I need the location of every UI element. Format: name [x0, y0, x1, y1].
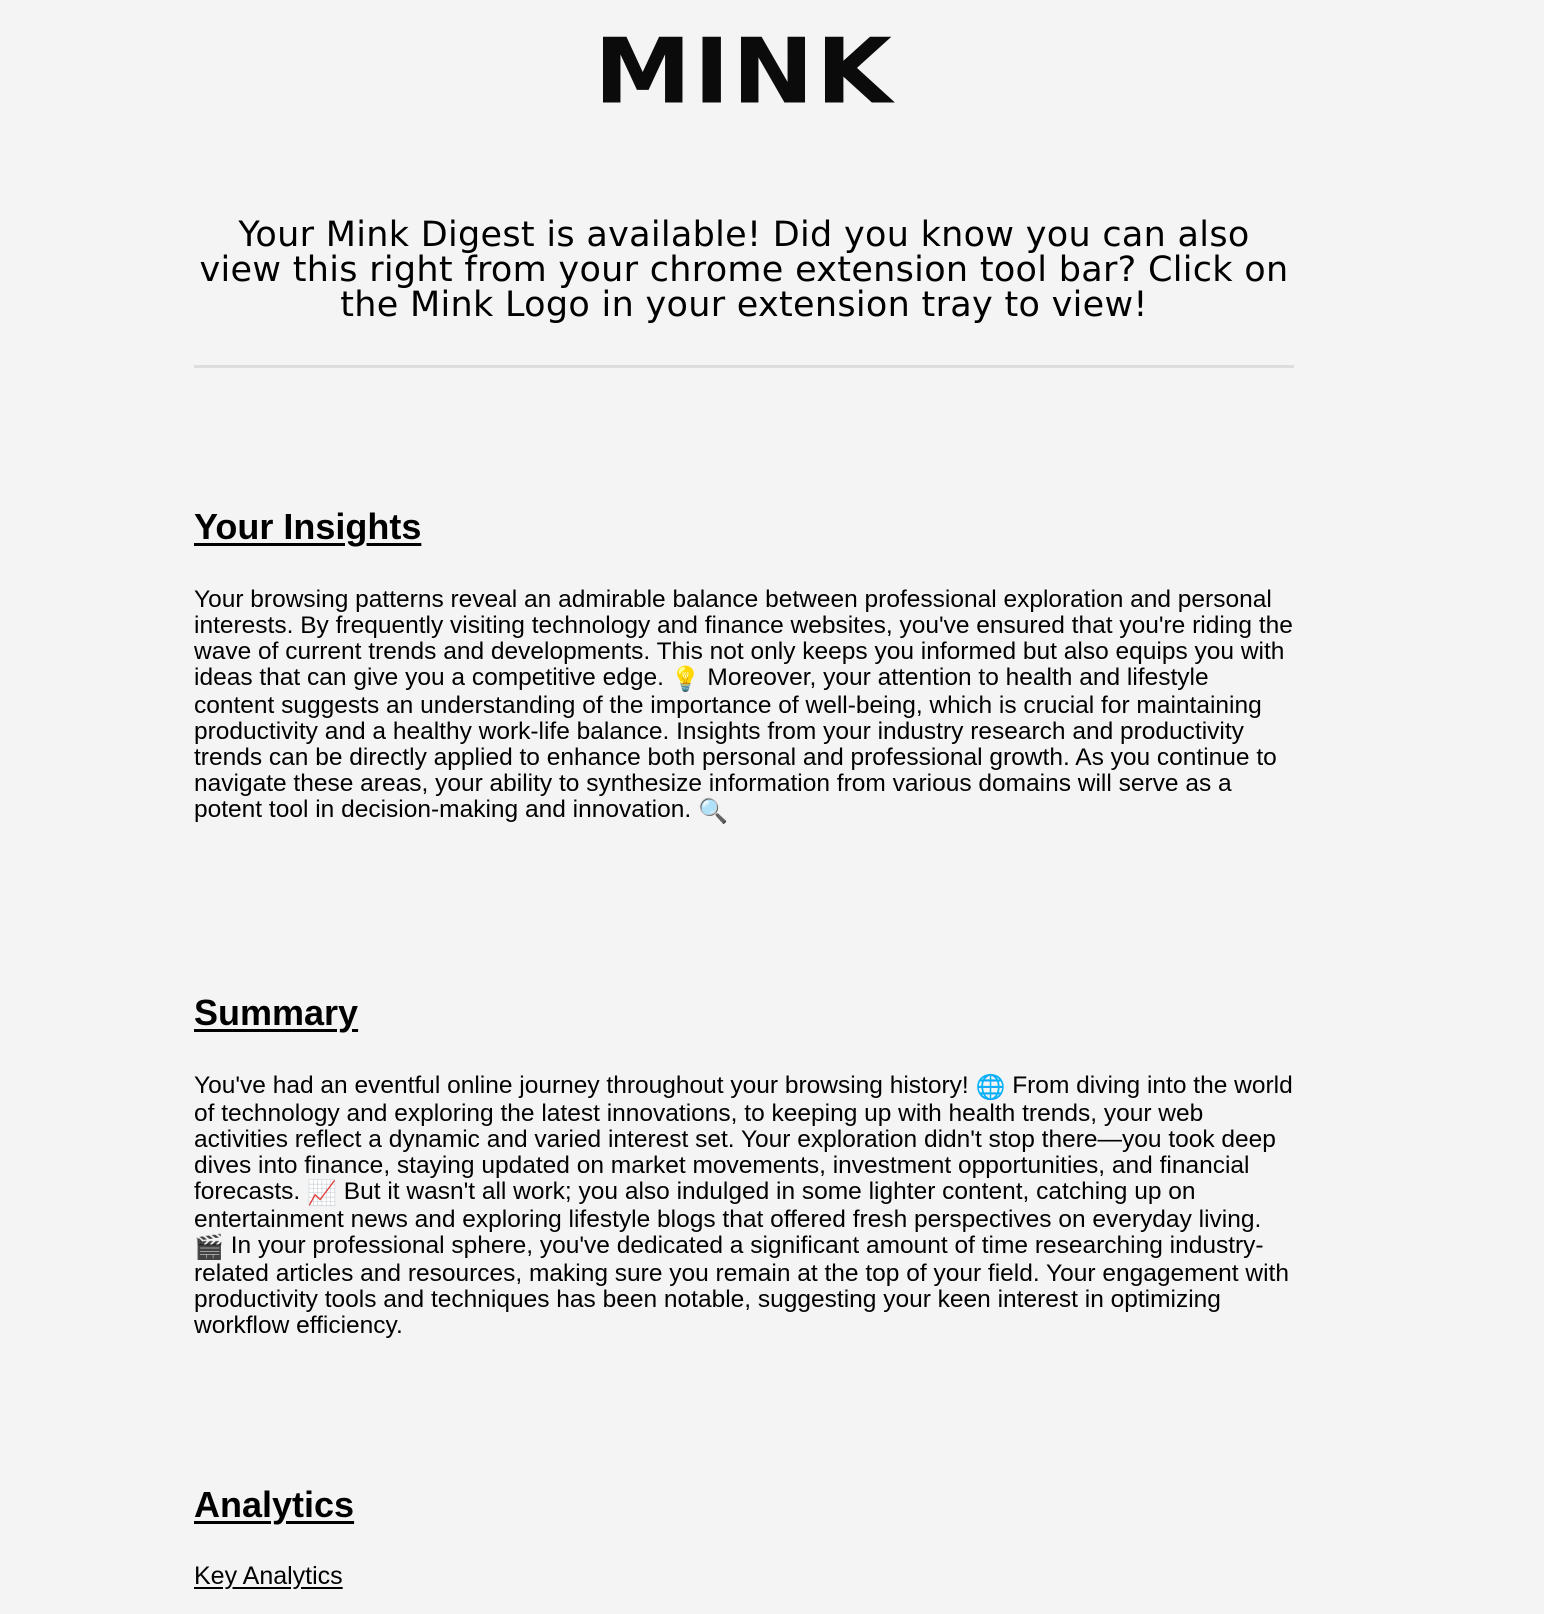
insights-text-2: Moreover, your attention to health and lifestyle content suggests an understanding of the importance of well-being, which is crucial for maintaining productivity and a healthy work-life balance. Insights from your industry research and productivity trends can be directly applied to enhance both personal and professional growth. As you continue to navigate these areas, your ability to synthesize information from various domains will serve as a potent tool in decision-making and innovation. — [194, 664, 1277, 823]
clapper-board-icon: 🎬 — [194, 1234, 224, 1261]
analytics-title: Analytics — [194, 1484, 355, 1525]
insights-text-1: Your browsing patterns reveal an admirable balance between professional exploration and personal interests. By frequently visiting technology and finance websites, you've ensured that you're riding the wave of current trends and developments. This not only keeps you informed but also equips you with ideas that can give you a competitive edge. — [194, 586, 1293, 691]
key-analytics-link[interactable]: Key Analytics — [194, 1562, 343, 1590]
logo-area — [194, 19, 1294, 125]
insights-paragraph — [194, 587, 1294, 825]
summary-text-2: From diving into the world of technology and exploring the latest innovations, to keeping up with health trends, your web activities reflect a dynamic and varied interest set. Your exploration didn't stop there—you took deep dives into finance, staying updated on market movements, investment opportunities, and financial forecasts. — [194, 1072, 1293, 1205]
chart-increasing-icon: 📈 — [307, 1180, 337, 1207]
divider — [194, 365, 1294, 368]
summary-title: Summary — [194, 992, 359, 1033]
magnifier-icon: 🔍 — [697, 798, 728, 825]
insights-title: Your Insights — [194, 506, 422, 547]
lightbulb-icon: 💡 — [670, 666, 701, 693]
summary-text-4: In your professional sphere, you've dedicated a significant amount of time researching industry-related articles and resources, making sure you remain at the top of your field. Your engagement with productivity tools and techniques has been notable, suggesting your keen interest in optimizing workflow efficiency. — [194, 1232, 1289, 1339]
globe-icon: 🌐 — [975, 1074, 1006, 1101]
summary-paragraph — [194, 1073, 1294, 1339]
summary-text-1: You've had an eventful online journey throughout your browsing history! — [194, 1072, 969, 1099]
mink-logo: MINK — [594, 19, 894, 125]
summary-text-3: But it wasn't all work; you also indulged in some lighter content, catching up on entertainment news and exploring lifestyle blogs that offered fresh perspectives on everyday living. — [194, 1178, 1262, 1233]
digest-banner: Your Mink Digest is available! Did you know you can also view this right from your chrome extension tool bar? Click on the Mink Logo in your extension tray to view! — [199, 215, 1289, 325]
